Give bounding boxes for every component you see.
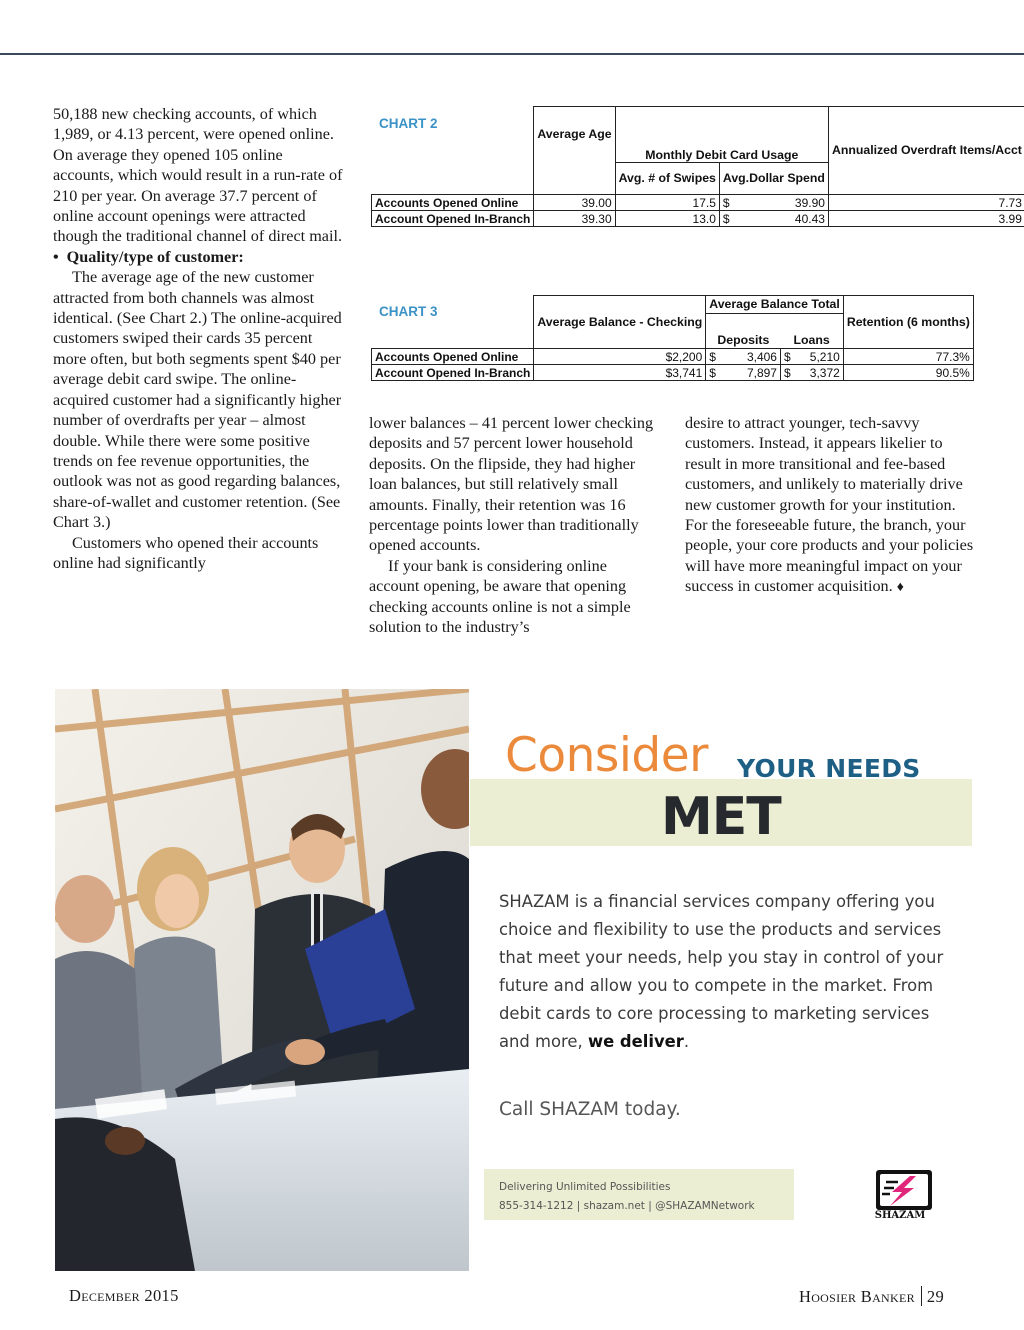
table-row: Accounts Opened Online 39.00 17.5 $ 39.90 7.73 — [372, 195, 1024, 211]
ad-body-text: SHAZAM is a financial services company offering you choice and flexibility to use the products and services that meet your needs, help you stay in control of your future and allow you to compete in the market. From debit cards to core processing to marketing services and more, we deliver. — [499, 892, 944, 1051]
paragraph: If your bank is considering online account opening, be aware that opening checking accounts online is not a simple solution to the industry’s — [369, 556, 631, 637]
ad-headline-your-needs: YOUR NEEDS — [737, 754, 921, 783]
footer-publication: Hoosier Banker 29 — [799, 1287, 945, 1306]
bullet-icon: • — [53, 247, 59, 266]
header-swipes: Avg. # of Swipes — [615, 163, 719, 195]
table-row: Account Opened In-Branch 39.30 13.0 $ 40.43 3.99 — [372, 211, 1024, 227]
ad-call-to-action: Call SHAZAM today. — [499, 1099, 681, 1120]
ad-body-emphasis: we deliver — [587, 1032, 684, 1051]
page-number: 29 — [926, 1287, 945, 1306]
article-column-3 — [685, 413, 975, 599]
ad-tagline: Delivering Unlimited Possibilities — [499, 1181, 671, 1193]
chart-2-label: CHART 2 — [379, 116, 438, 131]
paragraph: Customers who opened their accounts online had significantly — [53, 533, 319, 572]
table-row: Account Opened In-Branch $3,741 $ 7,897 $ 3,372 90.5% — [372, 365, 974, 381]
ad-contact-info[interactable]: 855-314-1212 | shazam.net | @SHAZAMNetwork — [499, 1200, 755, 1212]
table-row: Accounts Opened Online $2,200 $ 3,406 $ 5,210 77.3% — [372, 349, 974, 365]
paragraph: 50,188 new checking accounts, of which 1,989, or 4.13 percent, were opened online. On average they opened 105 online accounts, which would result in a run-rate of 210 per year. On average 37.7 percent of online account openings were attracted though the traditional channel of direct mail. — [53, 105, 343, 246]
photo-illustration — [55, 689, 469, 1271]
chart-2-table — [371, 106, 1024, 227]
paragraph: desire to attract younger, tech-savvy customers. Instead, it appears likelier to result in more transitional and fee-based customers, and unlikely to materially drive new customer growth for your institution. For the foreseeable future, the branch, your people, your core products and your policies will have more meaningful impact on your success in customer acquisition. ♦ — [685, 414, 974, 596]
header-average-balance: Average Balance - Checking — [534, 296, 706, 349]
ad-headline-met: MET — [661, 787, 781, 847]
ad-photo-business-handshake — [55, 689, 469, 1271]
header-overdraft: Annualized Overdraft Items/Acct — [828, 107, 1024, 195]
chart-3-label: CHART 3 — [379, 304, 438, 319]
header-deposits: Deposits — [706, 314, 781, 349]
header-debit-usage: Monthly Debit Card Usage — [615, 107, 828, 163]
header-dollar-spend: Avg.Dollar Spend — [719, 163, 828, 195]
header-rule — [0, 53, 1024, 55]
header-average-age: Average Age — [534, 107, 615, 163]
paragraph: lower balances – 41 percent lower checking deposits and 57 percent lower household deposits. On the flipside, they had higher loan balances, but still relatively small amounts. Finally, their retention was 16 percentage points lower than traditionally opened accounts. — [369, 414, 654, 555]
article-column-1 — [53, 104, 343, 573]
header-balance-total: Average Balance Total — [706, 296, 844, 314]
ad-contact-box — [484, 1169, 794, 1220]
divider — [921, 1286, 922, 1306]
footer-issue-date: December 2015 — [69, 1286, 179, 1305]
chart-3-table — [371, 295, 974, 381]
paragraph: The average age of the new customer attracted from both channels was almost identical. (See Chart 2.) The online-acquired customers swiped their cards 35 percent more often, but both segments spent $40 per average debit card swipe. The online-acquired customer had a significantly higher number of overdrafts per year – almost double. While there were some positive trends on fee revenue opportunities, the outlook was not as good regarding balances, share-of-wallet and customer retention. (See Chart 3.) — [53, 268, 342, 532]
ad-headline-consider: Consider — [505, 728, 708, 783]
article-column-2 — [369, 413, 661, 637]
header-retention: Retention (6 months) — [843, 296, 973, 349]
end-mark-icon: ♦ — [896, 580, 904, 596]
header-loans: Loans — [780, 314, 843, 349]
shazam-logo-text: SHAZAM — [874, 1210, 926, 1221]
bullet-heading: • Quality/type of customer: — [53, 247, 244, 266]
